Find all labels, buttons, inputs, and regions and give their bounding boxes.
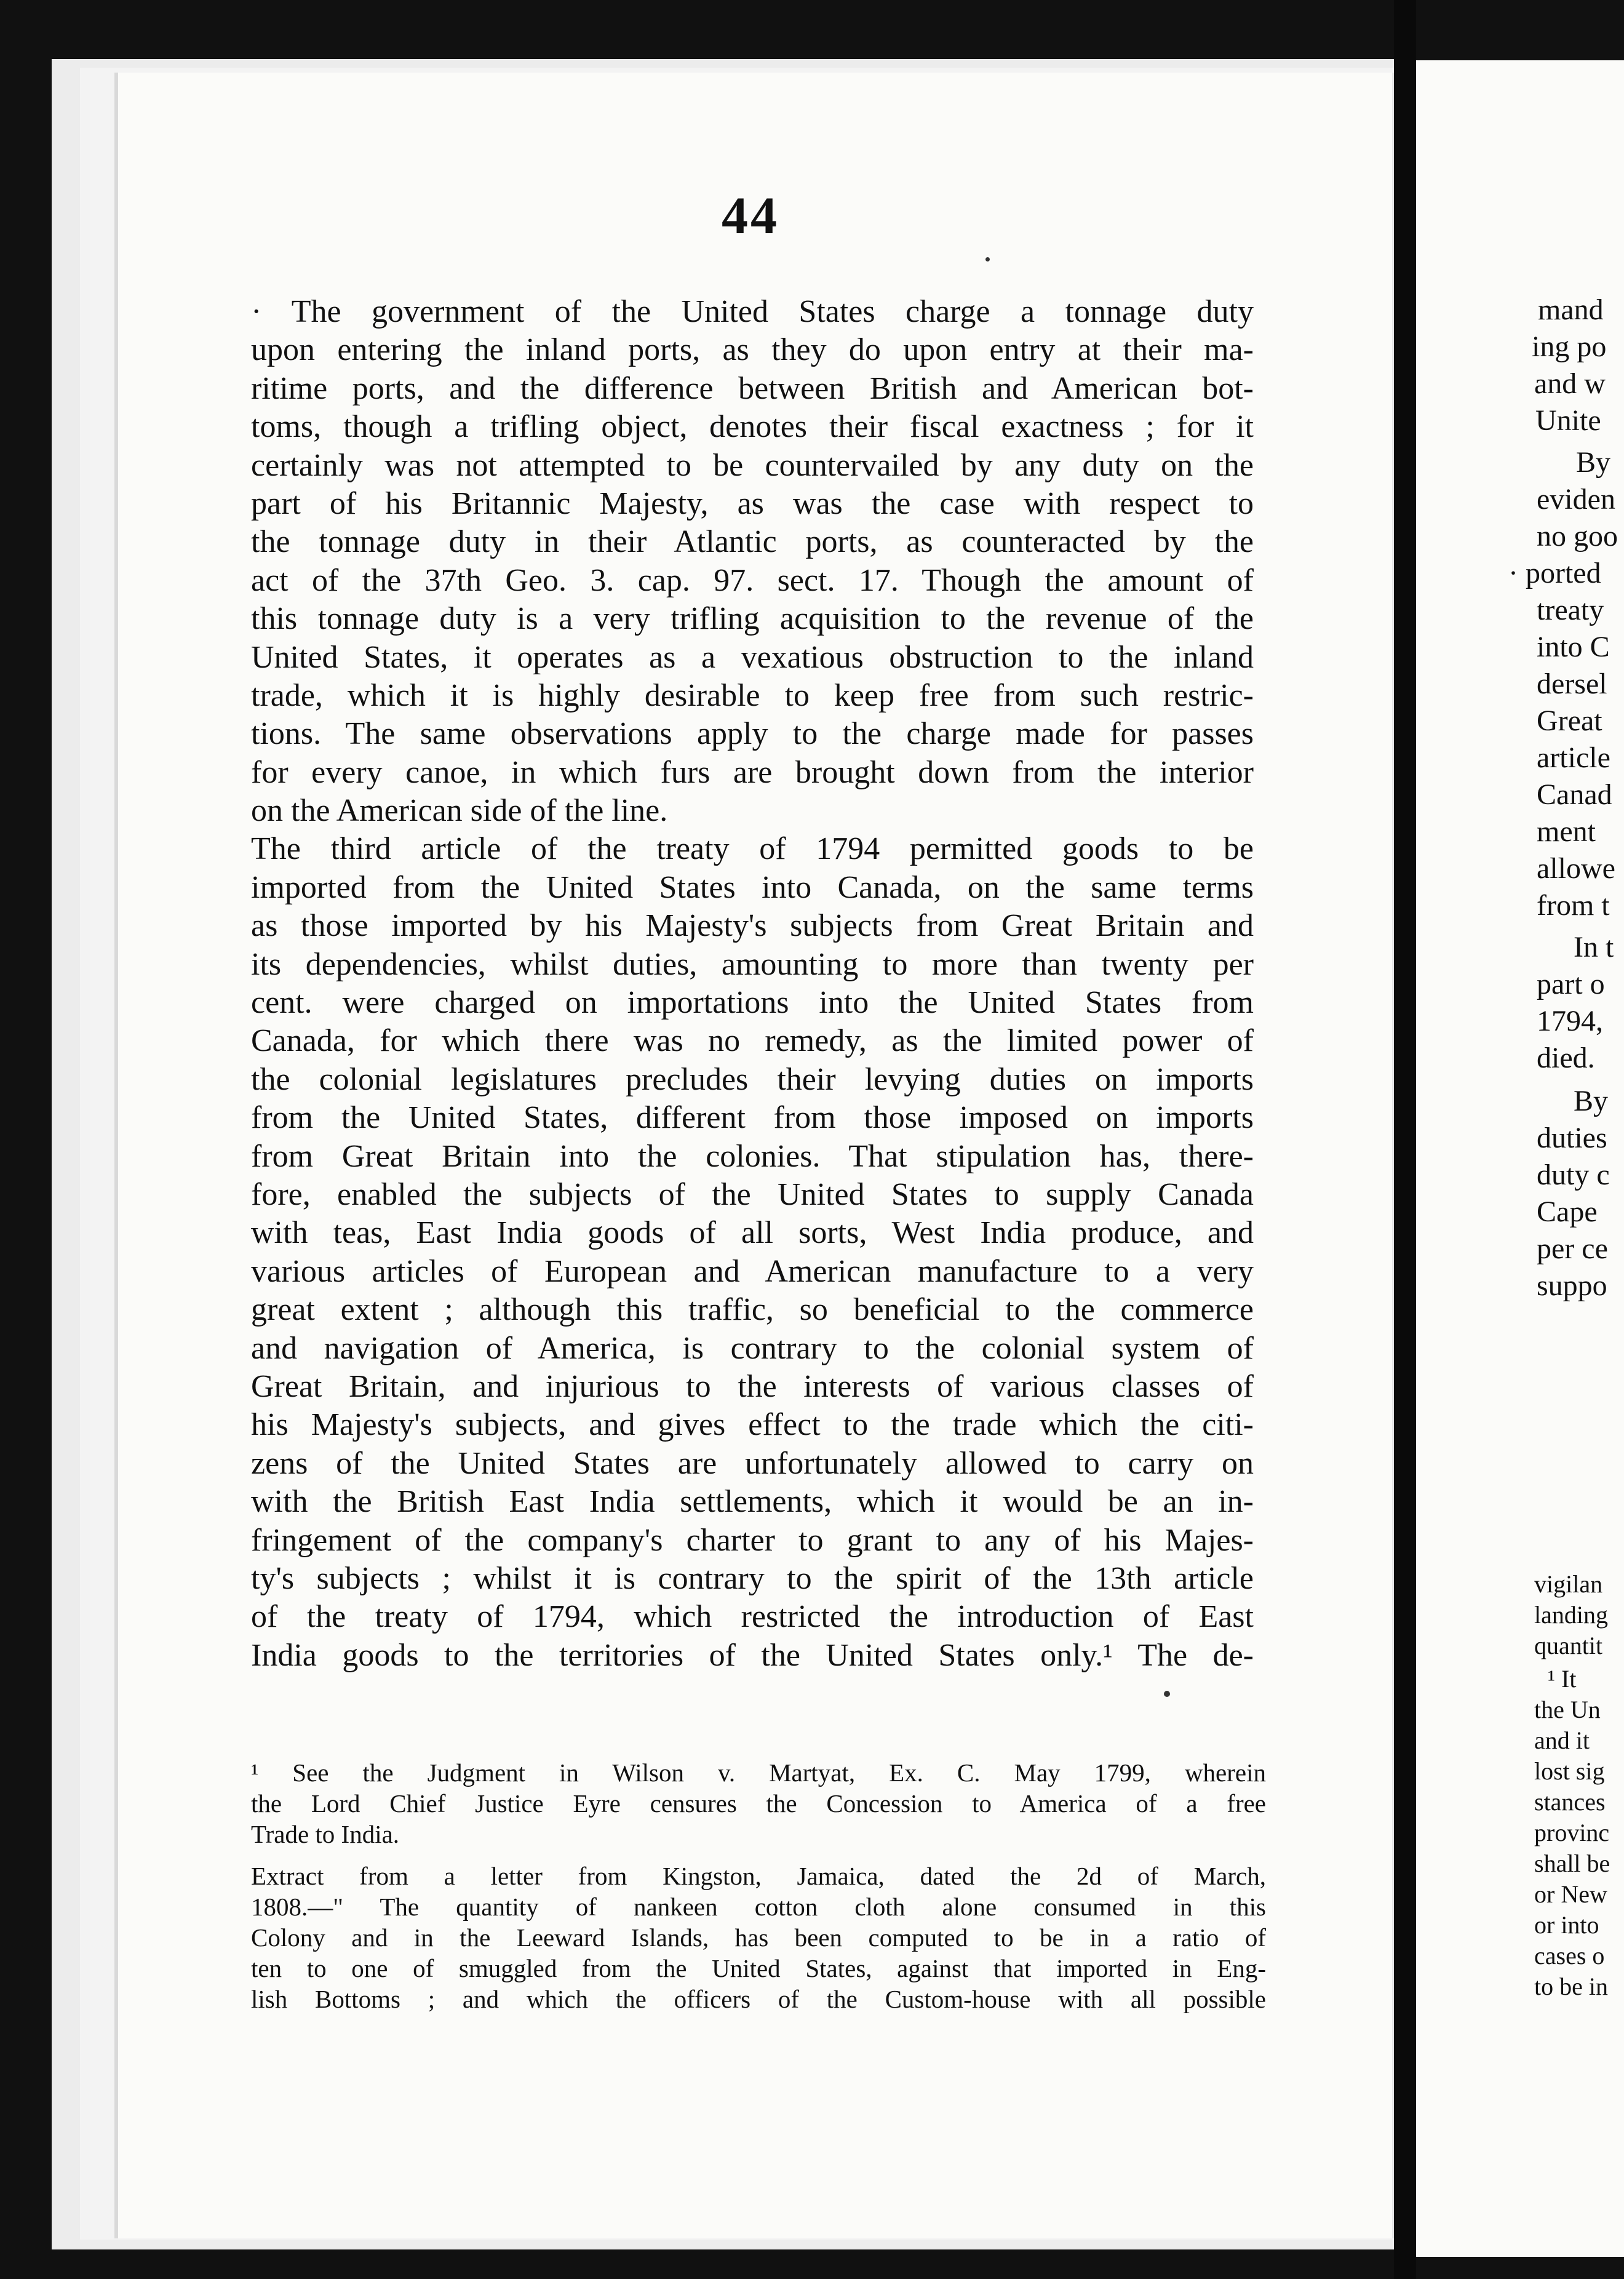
- footnote-line: Trade to India.: [251, 1820, 400, 1848]
- body-line: this tonnage duty is a very trifling acquisition to the revenue of the: [251, 601, 1254, 637]
- body-line: from Great Britain into the colonies. That stipulation has, there-: [251, 1138, 1254, 1174]
- body-line: zens of the United States are unfortunately allowed to carry on: [251, 1445, 1254, 1481]
- body-line: act of the 37th Geo. 3. cap. 97. sect. 17. Though the amount of: [251, 562, 1254, 598]
- body-line: upon entering the inland ports, as they do upon entry at their ma-: [251, 332, 1254, 368]
- body-line: fringement of the company's charter to grant to any of his Majes-: [251, 1522, 1254, 1558]
- body-line: toms, though a trifling object, denotes their fiscal exactness ; for it: [251, 409, 1254, 445]
- right-line: eviden: [1537, 483, 1615, 516]
- body-line: tions. The same observations apply to the charge made for passes: [251, 716, 1254, 752]
- footnote-line: Extract from a letter from Kingston, Jamaica, dated the 2d of March,: [251, 1862, 1266, 1890]
- right-line: ment: [1537, 815, 1596, 848]
- right-note-line: provinc: [1534, 1819, 1610, 1846]
- right-line: By: [1576, 446, 1611, 479]
- right-note-line: cases o: [1534, 1942, 1605, 1970]
- body-line: fore, enabled the subjects of the United States to supply Canada: [251, 1176, 1254, 1212]
- right-line: Cape: [1537, 1195, 1598, 1228]
- right-line: allowe: [1537, 852, 1615, 885]
- footnote-line: ten to one of smuggled from the United States, against that imported in Eng-: [251, 1954, 1266, 1982]
- ink-speck: [1164, 1691, 1170, 1697]
- body-line: ritime ports, and the difference between British and American bot-: [251, 370, 1254, 406]
- right-note-line: ¹ It: [1548, 1665, 1577, 1693]
- right-note-line: the Un: [1534, 1696, 1601, 1723]
- right-line: article: [1537, 741, 1610, 774]
- right-line: Great: [1537, 704, 1602, 737]
- body-line: with the British East India settlements, which it would be an in-: [251, 1484, 1254, 1520]
- right-note-line: stances: [1534, 1788, 1606, 1816]
- footnotes: [251, 1757, 1266, 2014]
- right-note-line: shall be: [1534, 1850, 1610, 1877]
- right-note-line: lost sig: [1534, 1757, 1605, 1785]
- footnote-line: the Lord Chief Justice Eyre censures the Concession to America of a free: [251, 1789, 1266, 1818]
- right-note-line: vigilan: [1534, 1570, 1603, 1598]
- right-line: 1794,: [1537, 1005, 1603, 1037]
- ink-speck: [985, 257, 990, 261]
- right-line: Canad: [1537, 778, 1612, 811]
- right-note-line: and it: [1534, 1726, 1590, 1754]
- right-line: Unite: [1535, 404, 1601, 437]
- footnote-line: ¹ See the Judgment in Wilson v. Martyat, Ex. C. May 1799, wherein: [251, 1758, 1266, 1787]
- right-note-line: or into: [1534, 1911, 1599, 1939]
- right-line: mand: [1538, 293, 1604, 326]
- body-line: certainly was not attempted to be countervailed by any duty on the: [251, 447, 1254, 483]
- right-page-text: [1416, 0, 1624, 2279]
- right-line: In t: [1574, 931, 1614, 964]
- body-line: the tonnage duty in their Atlantic ports, as counteracted by the: [251, 524, 1254, 560]
- right-line: ing po: [1532, 330, 1607, 363]
- right-note-line: quantit: [1534, 1632, 1603, 1659]
- body-line: Canada, for which there was no remedy, as the limited power of: [251, 1023, 1254, 1059]
- body-line: imported from the United States into Canada, on the same terms: [251, 869, 1254, 905]
- footnote-line: 1808.—" The quantity of nankeen cotton cloth alone consumed in this: [251, 1893, 1266, 1921]
- body-line: the colonial legislatures precludes their levying duties on imports: [251, 1061, 1254, 1097]
- body-line: trade, which it is highly desirable to keep free from such restric-: [251, 677, 1254, 713]
- body-line: as those imported by his Majesty's subjects from Great Britain and: [251, 908, 1254, 944]
- body-line: on the American side of the line.: [251, 793, 668, 829]
- right-line: and w: [1534, 367, 1606, 400]
- body-line: The third article of the treaty of 1794 permitted goods to be: [251, 831, 1254, 867]
- body-line: India goods to the territories of the United States only.¹ The de-: [251, 1637, 1254, 1673]
- body-line: part of his Britannic Majesty, as was the case with respect to: [251, 485, 1254, 521]
- right-line: dersel: [1537, 668, 1607, 700]
- body-line: with teas, East India goods of all sorts, West India produce, and: [251, 1215, 1254, 1251]
- right-line: from t: [1537, 889, 1610, 922]
- book-gutter: [1394, 0, 1416, 2279]
- right-line: duties: [1537, 1122, 1607, 1154]
- body-line: and navigation of America, is contrary to the colonial system of: [251, 1330, 1254, 1366]
- body-line: his Majesty's subjects, and gives effect to the trade which the citi-: [251, 1407, 1254, 1443]
- right-line: died.: [1537, 1042, 1595, 1074]
- footnote-line: Colony and in the Leeward Islands, has been computed to be in a ratio of: [251, 1923, 1266, 1952]
- body-line: ty's subjects ; whilst it is contrary to the spirit of the 13th article: [251, 1560, 1254, 1596]
- right-line: · ported: [1508, 557, 1601, 589]
- body-text: [251, 293, 1254, 1675]
- body-line: · The government of the United States charge a tonnage duty: [251, 294, 1254, 329]
- right-line: part o: [1537, 968, 1605, 1000]
- right-line: no goo: [1537, 520, 1618, 553]
- body-line: Great Britain, and injurious to the interests of various classes of: [251, 1368, 1254, 1404]
- right-line: into C: [1537, 631, 1610, 663]
- page-number: 44: [722, 186, 779, 245]
- right-line: treaty: [1537, 594, 1604, 626]
- body-line: from the United States, different from those imposed on imports: [251, 1100, 1254, 1136]
- body-line: various articles of European and American manufacture to a very: [251, 1253, 1254, 1289]
- right-line: By: [1574, 1085, 1609, 1117]
- body-line: United States, it operates as a vexatious obstruction to the inland: [251, 639, 1254, 675]
- footnote-line: lish Bottoms ; and which the officers of the Custom-house with all possible: [251, 1985, 1266, 2013]
- body-line: for every canoe, in which furs are brought down from the interior: [251, 754, 1254, 790]
- right-note-line: or New: [1534, 1880, 1607, 1908]
- right-note-line: landing: [1534, 1601, 1608, 1629]
- right-note-line: to be in: [1534, 1973, 1608, 2000]
- body-line: great extent ; although this traffic, so beneficial to the commerce: [251, 1292, 1254, 1328]
- body-line: cent. were charged on importations into the United States from: [251, 985, 1254, 1021]
- body-line: its dependencies, whilst duties, amounting to more than twenty per: [251, 946, 1254, 982]
- body-line: of the treaty of 1794, which restricted the introduction of East: [251, 1599, 1254, 1635]
- right-line: suppo: [1537, 1269, 1607, 1302]
- right-line: per ce: [1537, 1232, 1608, 1265]
- right-line: duty c: [1537, 1159, 1610, 1191]
